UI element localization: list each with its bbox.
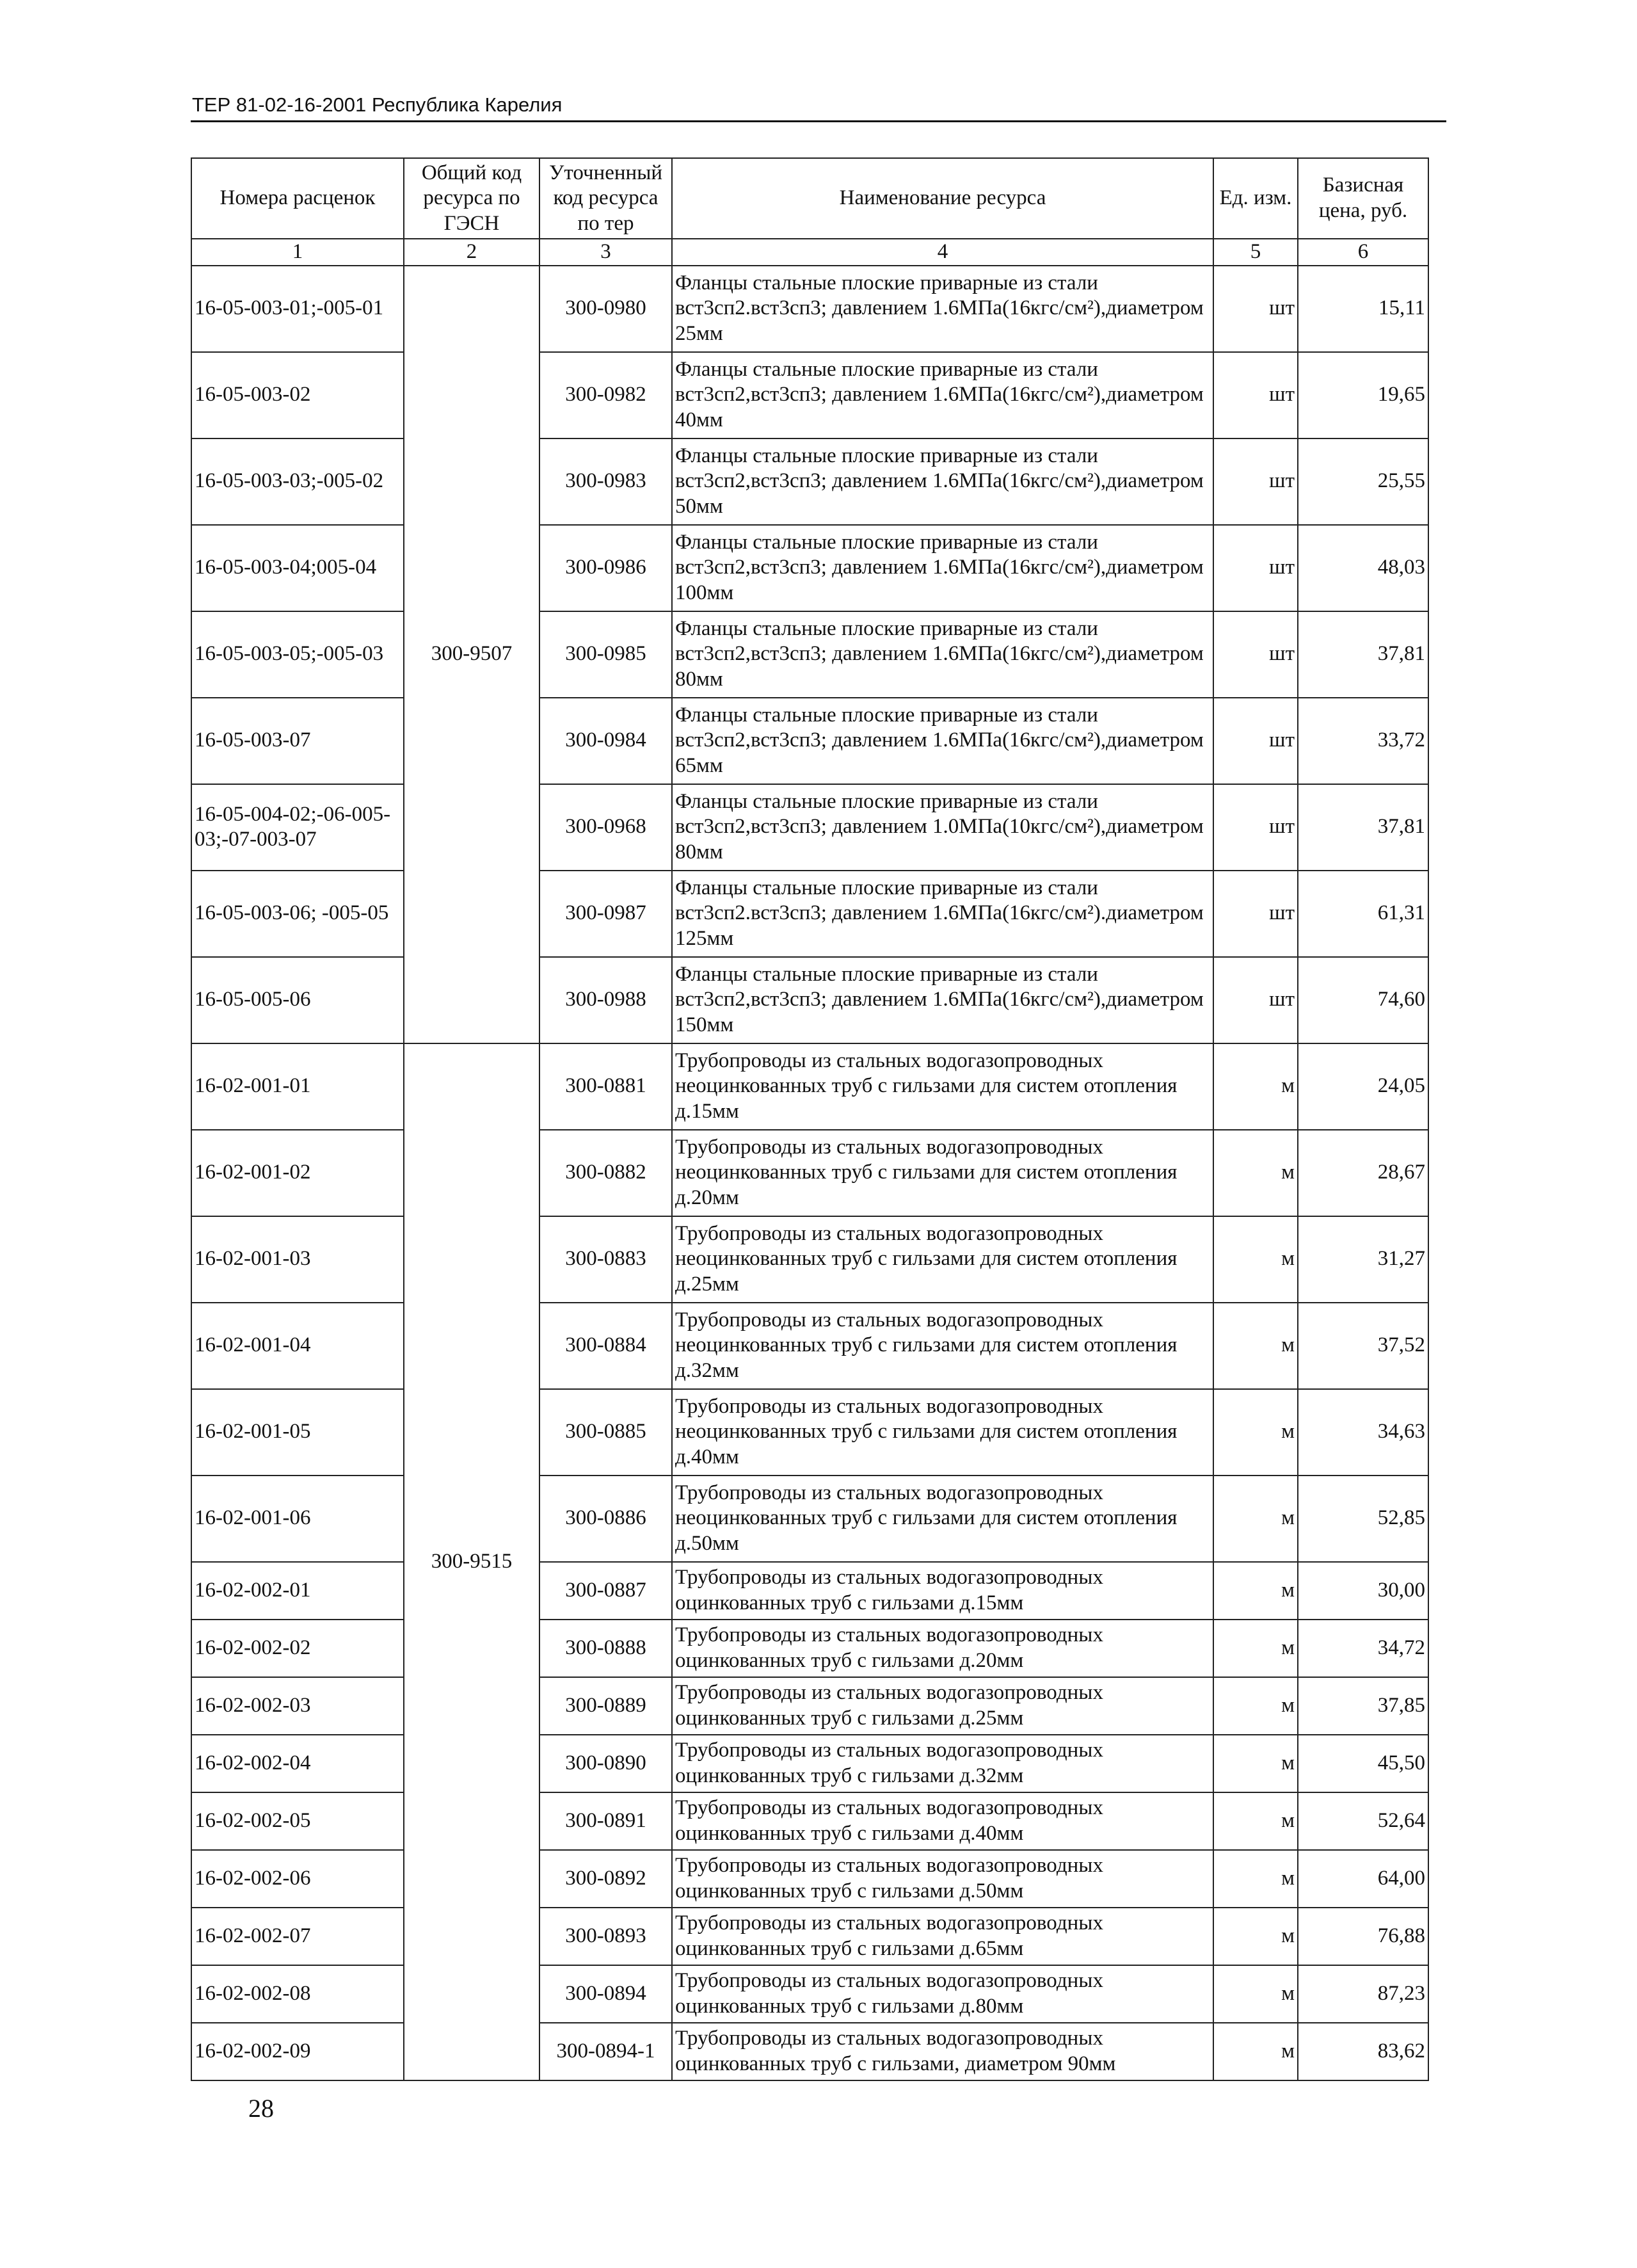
resource-code-cell: 300-0987: [539, 871, 672, 957]
resource-name-cell: Трубопроводы из стальных водогазопроводных неоцинкованных труб с гильзами для систем отопления д.20мм: [672, 1130, 1213, 1216]
header-rule: [191, 120, 1446, 122]
document-header: ТЕР 81-02-16-2001 Республика Карелия: [192, 93, 563, 116]
header-cell-unit: Ед. изм.: [1213, 158, 1298, 239]
resource-name-cell: Фланцы стальные плоские приварные из стали вст3сп2,вст3сп3; давлением 1.6МПа(16кгс/см²),диаметром 65мм: [672, 698, 1213, 784]
resource-name-cell: Трубопроводы из стальных водогазопроводных оцинкованных труб с гильзами д.40мм: [672, 1792, 1213, 1850]
table-row: [191, 1620, 1428, 1677]
price-cell: 52,64: [1298, 1792, 1428, 1850]
resource-code-cell: 300-0889: [539, 1677, 672, 1735]
price-cell: 33,72: [1298, 698, 1428, 784]
price-cell: 37,85: [1298, 1677, 1428, 1735]
rate-number-cell: 16-02-002-07: [191, 1908, 404, 1965]
resource-code-cell: 300-0884: [539, 1303, 672, 1389]
resource-code-cell: 300-0882: [539, 1130, 672, 1216]
table-header-row: [191, 158, 1428, 239]
col-number: 1: [191, 239, 404, 266]
unit-cell: шт: [1213, 525, 1298, 611]
resource-name-cell: Трубопроводы из стальных водогазопроводных оцинкованных труб с гильзами д.50мм: [672, 1850, 1213, 1908]
resource-name-cell: Трубопроводы из стальных водогазопроводных оцинкованных труб с гильзами д.25мм: [672, 1677, 1213, 1735]
column-number-row: [191, 239, 1428, 266]
unit-cell: м: [1213, 1620, 1298, 1677]
unit-cell: м: [1213, 1043, 1298, 1130]
resource-code-cell: 300-0890: [539, 1735, 672, 1792]
unit-cell: м: [1213, 1389, 1298, 1476]
unit-cell: шт: [1213, 871, 1298, 957]
rate-number-cell: 16-02-002-08: [191, 1965, 404, 2023]
unit-cell: шт: [1213, 438, 1298, 525]
resource-table: [191, 157, 1429, 2081]
rate-number-cell: 16-02-002-06: [191, 1850, 404, 1908]
general-code-cell: 300-9515: [404, 1043, 539, 2080]
resource-name-cell: Трубопроводы из стальных водогазопроводных оцинкованных труб с гильзами д.80мм: [672, 1965, 1213, 2023]
resource-name-cell: Фланцы стальные плоские приварные из стали вст3сп2,вст3сп3; давлением 1.6МПа(16кгс/см²),диаметром 150мм: [672, 957, 1213, 1043]
resource-name-cell: Фланцы стальные плоские приварные из стали вст3сп2.вст3сп3; давлением 1.6МПа(16кгс/см²).диаметром 125мм: [672, 871, 1213, 957]
table-row: [191, 1850, 1428, 1908]
price-cell: 52,85: [1298, 1476, 1428, 1562]
unit-cell: шт: [1213, 611, 1298, 698]
price-cell: 24,05: [1298, 1043, 1428, 1130]
resource-name-cell: Фланцы стальные плоские приварные из стали вст3сп2,вст3сп3; давлением 1.0МПа(10кгс/см²),диаметром 80мм: [672, 784, 1213, 871]
unit-cell: м: [1213, 1792, 1298, 1850]
rate-number-cell: 16-05-003-02: [191, 352, 404, 438]
unit-cell: м: [1213, 1850, 1298, 1908]
resource-code-cell: 300-0968: [539, 784, 672, 871]
table-row: [191, 784, 1428, 871]
resource-code-cell: 300-0891: [539, 1792, 672, 1850]
resource-code-cell: 300-0982: [539, 352, 672, 438]
rate-number-cell: 16-05-005-06: [191, 957, 404, 1043]
col-number: 2: [404, 239, 539, 266]
unit-cell: м: [1213, 1735, 1298, 1792]
header-cell-name: Наименование ресурса: [672, 158, 1213, 239]
table-row: [191, 1303, 1428, 1389]
price-cell: 34,63: [1298, 1389, 1428, 1476]
col-number: 6: [1298, 239, 1428, 266]
unit-cell: м: [1213, 1130, 1298, 1216]
table-row: [191, 352, 1428, 438]
price-cell: 25,55: [1298, 438, 1428, 525]
resource-name-cell: Трубопроводы из стальных водогазопроводных неоцинкованных труб с гильзами для систем отопления д.50мм: [672, 1476, 1213, 1562]
table-row: [191, 1216, 1428, 1303]
price-cell: 87,23: [1298, 1965, 1428, 2023]
resource-code-cell: 300-0894-1: [539, 2023, 672, 2080]
resource-code-cell: 300-0887: [539, 1562, 672, 1620]
price-cell: 19,65: [1298, 352, 1428, 438]
resource-name-cell: Фланцы стальные плоские приварные из стали вст3сп2,вст3сп3; давлением 1.6МПа(16кгс/см²),диаметром 40мм: [672, 352, 1213, 438]
price-cell: 15,11: [1298, 266, 1428, 352]
page-number: 28: [248, 2094, 274, 2123]
unit-cell: шт: [1213, 957, 1298, 1043]
price-cell: 61,31: [1298, 871, 1428, 957]
rate-number-cell: 16-02-001-06: [191, 1476, 404, 1562]
price-cell: 76,88: [1298, 1908, 1428, 1965]
price-cell: 37,81: [1298, 784, 1428, 871]
table-row: [191, 1965, 1428, 2023]
price-cell: 37,52: [1298, 1303, 1428, 1389]
unit-cell: шт: [1213, 784, 1298, 871]
resource-code-cell: 300-0885: [539, 1389, 672, 1476]
table-row: [191, 871, 1428, 957]
resource-name-cell: Трубопроводы из стальных водогазопроводных неоцинкованных труб с гильзами для систем отопления д.40мм: [672, 1389, 1213, 1476]
unit-cell: м: [1213, 1965, 1298, 2023]
resource-code-cell: 300-0988: [539, 957, 672, 1043]
rate-number-cell: 16-02-002-04: [191, 1735, 404, 1792]
resource-name-cell: Трубопроводы из стальных водогазопроводных неоцинкованных труб с гильзами для систем отопления д.32мм: [672, 1303, 1213, 1389]
price-cell: 30,00: [1298, 1562, 1428, 1620]
rate-number-cell: 16-05-003-04;005-04: [191, 525, 404, 611]
table-row: [191, 698, 1428, 784]
rate-number-cell: 16-02-002-01: [191, 1562, 404, 1620]
resource-name-cell: Трубопроводы из стальных водогазопроводных оцинкованных труб с гильзами д.65мм: [672, 1908, 1213, 1965]
rate-number-cell: 16-05-003-07: [191, 698, 404, 784]
price-cell: 74,60: [1298, 957, 1428, 1043]
resource-name-cell: Фланцы стальные плоские приварные из стали вст3сп2,вст3сп3; давлением 1.6МПа(16кгс/см²),диаметром 50мм: [672, 438, 1213, 525]
table-row: [191, 1908, 1428, 1965]
col-number: 4: [672, 239, 1213, 266]
table-row: [191, 525, 1428, 611]
unit-cell: шт: [1213, 352, 1298, 438]
resource-name-cell: Трубопроводы из стальных водогазопроводных оцинкованных труб с гильзами д.15мм: [672, 1562, 1213, 1620]
resource-code-cell: 300-0980: [539, 266, 672, 352]
resource-code-cell: 300-0892: [539, 1850, 672, 1908]
rate-number-cell: 16-05-004-02;-06-005-03;-07-003-07: [191, 784, 404, 871]
resource-name-cell: Трубопроводы из стальных водогазопроводных неоцинкованных труб с гильзами для систем отопления д.25мм: [672, 1216, 1213, 1303]
price-cell: 83,62: [1298, 2023, 1428, 2080]
rate-number-cell: 16-02-002-02: [191, 1620, 404, 1677]
resource-code-cell: 300-0984: [539, 698, 672, 784]
resource-name-cell: Трубопроводы из стальных водогазопроводных оцинкованных труб с гильзами д.20мм: [672, 1620, 1213, 1677]
general-code-cell: 300-9507: [404, 266, 539, 1043]
table-row: [191, 1130, 1428, 1216]
table-row: [191, 1735, 1428, 1792]
rate-number-cell: 16-02-001-03: [191, 1216, 404, 1303]
price-cell: 45,50: [1298, 1735, 1428, 1792]
header-cell-code: Уточненный код ресурса по тер: [539, 158, 672, 239]
unit-cell: м: [1213, 1562, 1298, 1620]
unit-cell: м: [1213, 1677, 1298, 1735]
unit-cell: м: [1213, 2023, 1298, 2080]
table-row: [191, 1389, 1428, 1476]
resource-code-cell: 300-0883: [539, 1216, 672, 1303]
resource-code-cell: 300-0888: [539, 1620, 672, 1677]
resource-name-cell: Фланцы стальные плоские приварные из стали вст3сп2,вст3сп3; давлением 1.6МПа(16кгс/см²),диаметром 80мм: [672, 611, 1213, 698]
unit-cell: м: [1213, 1216, 1298, 1303]
resource-code-cell: 300-0894: [539, 1965, 672, 2023]
unit-cell: м: [1213, 1908, 1298, 1965]
rate-number-cell: 16-02-001-02: [191, 1130, 404, 1216]
resource-code-cell: 300-0986: [539, 525, 672, 611]
table-row: [191, 957, 1428, 1043]
rate-number-cell: 16-02-001-05: [191, 1389, 404, 1476]
resource-name-cell: Фланцы стальные плоские приварные из стали вст3сп2,вст3сп3; давлением 1.6МПа(16кгс/см²),диаметром 100мм: [672, 525, 1213, 611]
resource-name-cell: Трубопроводы из стальных водогазопроводных оцинкованных труб с гильзами, диаметром 90мм: [672, 2023, 1213, 2080]
unit-cell: м: [1213, 1476, 1298, 1562]
rate-number-cell: 16-02-001-04: [191, 1303, 404, 1389]
unit-cell: м: [1213, 1303, 1298, 1389]
rate-number-cell: 16-02-001-01: [191, 1043, 404, 1130]
price-cell: 31,27: [1298, 1216, 1428, 1303]
price-cell: 48,03: [1298, 525, 1428, 611]
price-cell: 37,81: [1298, 611, 1428, 698]
resource-name-cell: Фланцы стальные плоские приварные из стали вст3сп2.вст3сп3; давлением 1.6МПа(16кгс/см²),диаметром 25мм: [672, 266, 1213, 352]
table-row: [191, 1476, 1428, 1562]
price-cell: 28,67: [1298, 1130, 1428, 1216]
unit-cell: шт: [1213, 266, 1298, 352]
col-number: 5: [1213, 239, 1298, 266]
header-cell-price: Базисная цена, руб.: [1298, 158, 1428, 239]
table-row: [191, 438, 1428, 525]
rate-number-cell: 16-02-002-03: [191, 1677, 404, 1735]
resource-name-cell: Трубопроводы из стальных водогазопроводных оцинкованных труб с гильзами д.32мм: [672, 1735, 1213, 1792]
price-cell: 34,72: [1298, 1620, 1428, 1677]
resource-code-cell: 300-0985: [539, 611, 672, 698]
unit-cell: шт: [1213, 698, 1298, 784]
col-number: 3: [539, 239, 672, 266]
rate-number-cell: 16-05-003-01;-005-01: [191, 266, 404, 352]
table-row: [191, 1043, 1428, 1130]
table-row: [191, 1792, 1428, 1850]
rate-number-cell: 16-02-002-05: [191, 1792, 404, 1850]
header-cell-general-code: Общий код ресурса по ГЭСН: [404, 158, 539, 239]
resource-name-cell: Трубопроводы из стальных водогазопроводных неоцинкованных труб с гильзами для систем отопления д.15мм: [672, 1043, 1213, 1130]
resource-code-cell: 300-0893: [539, 1908, 672, 1965]
table-row: [191, 611, 1428, 698]
rate-number-cell: 16-05-003-06; -005-05: [191, 871, 404, 957]
table-row: [191, 1562, 1428, 1620]
table-row: [191, 2023, 1428, 2080]
rate-number-cell: 16-05-003-03;-005-02: [191, 438, 404, 525]
resource-code-cell: 300-0886: [539, 1476, 672, 1562]
rate-number-cell: 16-02-002-09: [191, 2023, 404, 2080]
rate-number-cell: 16-05-003-05;-005-03: [191, 611, 404, 698]
resource-code-cell: 300-0983: [539, 438, 672, 525]
table-row: [191, 1677, 1428, 1735]
header-cell-rate: Номера расценок: [191, 158, 404, 239]
table-row: [191, 266, 1428, 352]
resource-code-cell: 300-0881: [539, 1043, 672, 1130]
price-cell: 64,00: [1298, 1850, 1428, 1908]
